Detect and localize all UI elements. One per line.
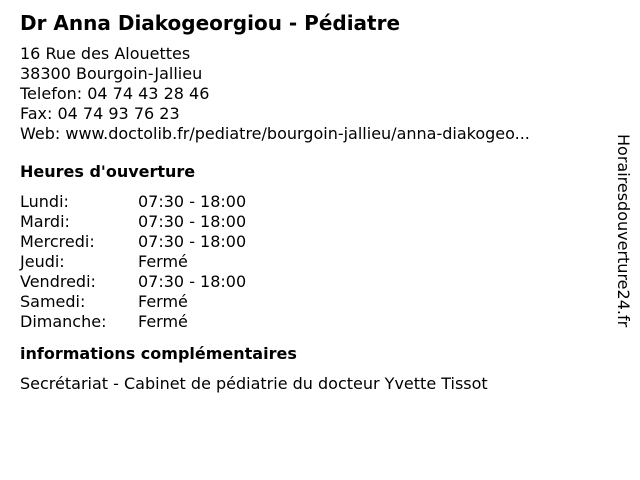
day-label: Mardi:: [20, 212, 70, 231]
time-value: Fermé: [138, 312, 188, 331]
fax-number: Fax: 04 74 93 76 23: [20, 104, 180, 123]
day-label: Dimanche:: [20, 312, 107, 331]
day-label: Jeudi:: [20, 252, 65, 271]
time-value: 07:30 - 18:00: [138, 212, 247, 231]
opening-hours-heading: Heures d'ouverture: [20, 162, 196, 181]
phone-number: Telefon: 04 74 43 28 46: [20, 84, 210, 103]
additional-info-heading: informations complémentaires: [20, 344, 297, 363]
page-title: Dr Anna Diakogeorgiou - Pédiatre: [20, 11, 401, 35]
time-value: 07:30 - 18:00: [138, 232, 247, 251]
additional-info-text: Secrétariat - Cabinet de pédiatrie du docteur Yvette Tissot: [20, 374, 488, 393]
hours-row: [20, 292, 610, 312]
website-link[interactable]: Web: www.doctolib.fr/pediatre/bourgoin-jallieu/anna-diakogeo...: [20, 124, 530, 143]
time-value: 07:30 - 18:00: [138, 272, 247, 291]
practice-card: [20, 10, 610, 394]
address-city: 38300 Bourgoin-Jallieu: [20, 64, 203, 83]
hours-row: [20, 192, 610, 212]
hours-row: [20, 252, 610, 272]
contact-block: [20, 44, 610, 144]
address-street: 16 Rue des Alouettes: [20, 44, 191, 63]
day-label: Samedi:: [20, 292, 86, 311]
time-value: Fermé: [138, 252, 188, 271]
time-value: Fermé: [138, 292, 188, 311]
opening-hours-table: [20, 192, 610, 332]
hours-row: [20, 272, 610, 292]
day-label: Vendredi:: [20, 272, 96, 291]
day-label: Lundi:: [20, 192, 69, 211]
hours-row: [20, 232, 610, 252]
hours-row: [20, 312, 610, 332]
day-label: Mercredi:: [20, 232, 95, 251]
hours-row: [20, 212, 610, 232]
site-watermark: Horairesdouverture24.fr: [614, 134, 633, 328]
time-value: 07:30 - 18:00: [138, 192, 247, 211]
